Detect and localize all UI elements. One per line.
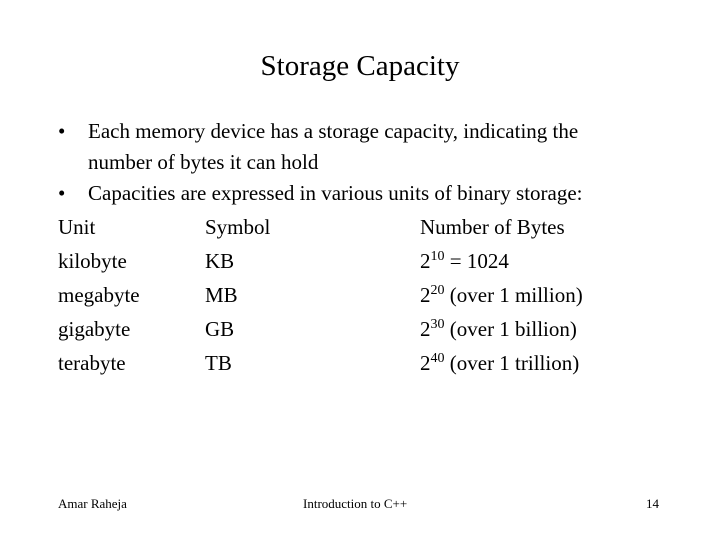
- header-unit: Unit: [58, 215, 96, 239]
- unit-symbol: MB: [205, 283, 238, 307]
- bytes-description: = 1024: [444, 249, 509, 273]
- table-header-row: [58, 210, 658, 244]
- unit-symbol: GB: [205, 317, 235, 341]
- unit-bytes: [420, 244, 509, 282]
- unit-name: terabyte: [58, 351, 126, 375]
- bytes-description: (over 1 billion): [444, 317, 577, 341]
- footer-page-number: 14: [646, 496, 659, 511]
- power-base: 2: [420, 283, 431, 307]
- power-exponent: 20: [430, 283, 445, 298]
- bullet-text-line: Each memory device has a storage capacity, indicating the: [88, 119, 579, 143]
- unit-bytes: [420, 278, 583, 316]
- bytes-description: (over 1 million): [444, 283, 583, 307]
- bullet-text-line: Capacities are expressed in various units of binary storage:: [88, 181, 583, 205]
- power-exponent: 30: [430, 317, 445, 332]
- unit-symbol: KB: [205, 249, 235, 273]
- power-base: 2: [420, 317, 431, 341]
- table-row: [58, 346, 658, 380]
- footer-course: Introduction to C++: [303, 496, 408, 511]
- power-base: 2: [420, 249, 431, 273]
- bullet-text-line: number of bytes it can hold: [88, 150, 319, 174]
- table-row: [58, 278, 658, 312]
- table-row: [58, 244, 658, 278]
- unit-name: kilobyte: [58, 249, 127, 273]
- table-row: [58, 312, 658, 346]
- unit-symbol: TB: [205, 351, 232, 375]
- power-base: 2: [420, 351, 431, 375]
- bullet-marker: •: [58, 181, 66, 205]
- power-exponent: 40: [430, 351, 445, 366]
- unit-name: megabyte: [58, 283, 140, 307]
- bullet-marker: •: [58, 119, 66, 143]
- unit-name: gigabyte: [58, 317, 131, 341]
- power-exponent: 10: [430, 249, 445, 264]
- storage-units-table: [58, 210, 658, 380]
- bytes-description: (over 1 trillion): [444, 351, 580, 375]
- header-symbol: Symbol: [205, 215, 271, 239]
- unit-bytes: [420, 312, 577, 350]
- header-number-of-bytes: Number of Bytes: [420, 215, 565, 239]
- unit-bytes: [420, 346, 579, 384]
- footer-author: Amar Raheja: [58, 496, 127, 511]
- slide-title: Storage Capacity: [260, 50, 460, 82]
